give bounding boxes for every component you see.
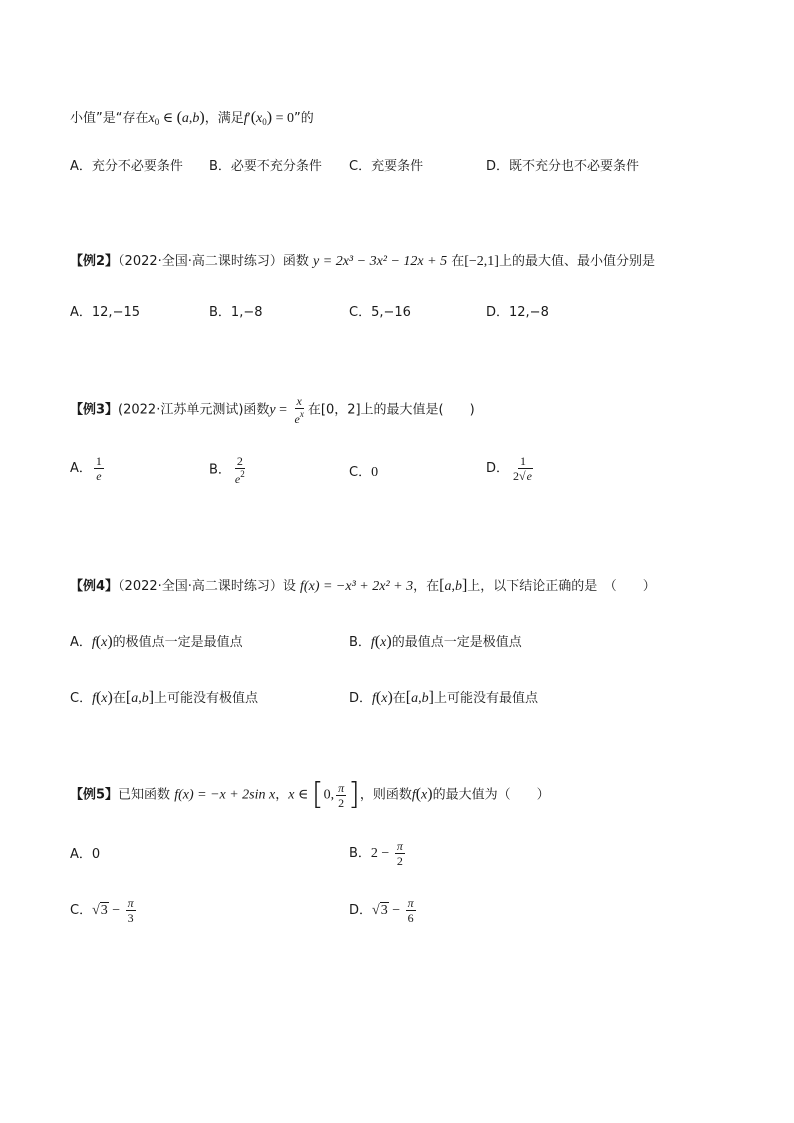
q2-option-d[interactable]: D．12,−8	[486, 305, 549, 320]
q5-option-c[interactable]: C．√3 − $\frac{\pi}{3}$	[70, 896, 134, 925]
q3-option-b[interactable]: B． $\frac{2}{e^2}$	[209, 454, 245, 486]
q4-function: f(x) = −x³ + 2x² + 3	[300, 579, 414, 594]
q5-stem: 【例5】已知函数 f(x) = −x + 2sin x，x ∈ [0, $\frac{\pi}{2}$ ]，则函数f(x)的最大值为（ ）	[70, 777, 550, 812]
q1-option-c[interactable]: C．充要条件	[349, 159, 424, 174]
q4-option-d[interactable]: D．f(x)在[a,b]上可能没有最值点	[349, 689, 538, 706]
q1-option-a[interactable]: A．充分不必要条件	[70, 159, 183, 174]
q2-function: y = 2x³ − 3x² − 12x + 5	[313, 254, 448, 269]
q1-option-d[interactable]: D．既不充分也不必要条件	[486, 159, 640, 174]
q4-option-c[interactable]: C．f(x)在[a,b]上可能没有极值点	[70, 689, 259, 706]
q3-function-fraction: $\frac{x}{e^x}$	[294, 394, 304, 426]
q3-option-c[interactable]: C．0	[349, 465, 379, 480]
q5-function: f(x) = −x + 2sin x	[174, 787, 276, 803]
q4-option-a[interactable]: A．f(x)的极值点一定是最值点	[70, 633, 243, 650]
q3-option-a[interactable]: A． $\frac{1}{e}$	[70, 454, 102, 483]
q2-option-a[interactable]: A．12,−15	[70, 305, 141, 320]
q5-option-a[interactable]: A．0	[70, 847, 101, 862]
q4-stem: 【例4】（2022·全国·高二课时练习）设 f(x) = −x³ + 2x² + 3，在[a,b]上，以下结论正确的是 （ ）	[70, 577, 656, 594]
q5-option-b[interactable]: B．2 − $\frac{\pi}{2}$	[349, 839, 403, 868]
q1-stem: 小值”是“存在$x_0$ ∈ (a,b)，满足$f'(x_0) = 0$”的	[70, 109, 314, 127]
q4-option-b[interactable]: B．f(x)的最值点一定是极值点	[349, 633, 522, 650]
q3-stem: 【例3】(2022·江苏单元测试)函数y = $\frac{x}{e^x}$ 在[0，2]上的最大值是( )	[70, 394, 475, 426]
q2-option-c[interactable]: C．5,−16	[349, 305, 411, 320]
q2-stem: 【例2】（2022·全国·高二课时练习）函数 y = 2x³ − 3x² − 12x + 5 在[−2,1]上的最大值、最小值分别是	[70, 254, 655, 269]
q5-option-d[interactable]: D．√3 − $\frac{\pi}{6}$	[349, 896, 414, 925]
q2-option-b[interactable]: B．1,−8	[209, 305, 263, 320]
q3-option-d[interactable]: D． $\frac{1}{2√e}$	[486, 454, 532, 483]
q1-option-b[interactable]: B．必要不充分条件	[209, 159, 322, 174]
